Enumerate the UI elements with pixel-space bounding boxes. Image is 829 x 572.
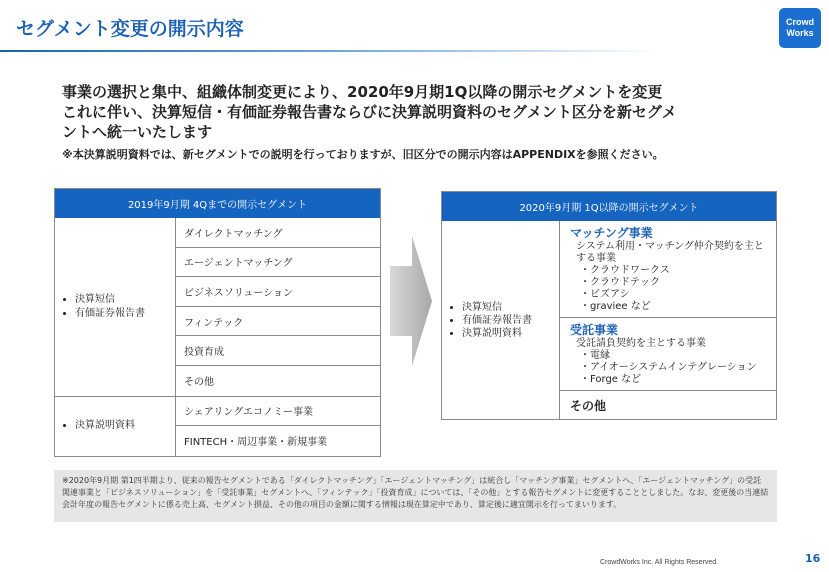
doc-item: • 決算短信: [75, 293, 145, 307]
lead-line-2: これに伴い、決算短信・有価証券報告書ならびに決算説明資料のセグメント区分を新セグメ: [62, 103, 677, 121]
new-segments: [560, 221, 776, 419]
doc-item: • 有価証券報告書: [75, 307, 145, 321]
new-segment-table: [441, 191, 777, 420]
title-underline: [0, 50, 660, 52]
list-item: ・クラウドテック: [580, 277, 660, 288]
list-item: ・クラウドワークス: [580, 265, 670, 276]
appendix-note: ※本決算説明資料では、新セグメントでの説明を行っておりますが、旧区分での開示内容はAPPENDIXを参照ください。: [62, 148, 664, 161]
segment-cell: エージェントマッチング: [176, 248, 380, 278]
outsourcing-segment: [560, 318, 776, 391]
doc-item: • 決算説明資料: [75, 419, 135, 433]
old-group-2-docs: [55, 397, 176, 456]
lead-line-1: 事業の選択と集中、組織体制変更により、2020年9月期1Q以降の開示セグメントを変更: [62, 83, 663, 101]
segment-cell: 投資育成: [176, 336, 380, 366]
segment-cell: ビジネスソリューション: [176, 277, 380, 307]
crowdworks-logo: [779, 8, 821, 48]
footnote-box: ※2020年9月期 第1四半期より、従来の報告セグメントである「ダイレクトマッチング」「エージェントマッチング」は統合し「マッチング事業」セグメントへ、「エージェントマッチング」の受託関連事業と「ビジネスソリューション」を「受託事業」セグメントへ、「フィンテック」「投資育成」については、「その他」とする報告セグメントに変更することとしました。なお、変更後の当連結会計年度の報告セグメントに係る売上高、セグメント損益、その他の項目の金額に関する情報は現在算定中であり、算定後に適宜開示を行ってまいります。: [54, 470, 777, 522]
logo-line-1: Crowd: [786, 17, 814, 27]
outsourcing-desc: 受託請負契約を主とする事業: [576, 338, 706, 349]
old-segment-table: [54, 188, 381, 457]
doc-item: • 決算短信: [462, 301, 532, 314]
list-item: ・graviee など: [580, 301, 651, 312]
new-docs-cell: [442, 221, 560, 419]
lead-text: [62, 82, 782, 142]
right-arrow-icon: [390, 236, 432, 366]
outsourcing-title: 受託事業: [570, 323, 619, 337]
matching-segment: [560, 221, 776, 318]
new-segment-header: 2020年9月期 1Q以降の開示セグメント: [442, 192, 776, 221]
matching-desc: システム利用・マッチング仲介契約を主とする事業: [576, 241, 764, 264]
list-item: ・アイオーシステムインテグレーション: [580, 362, 757, 373]
matching-title: マッチング事業: [570, 226, 653, 240]
old-group-2-segments: [176, 397, 380, 456]
doc-item: • 決算説明資料: [462, 327, 532, 340]
list-item: ・ビズアシ: [580, 289, 630, 300]
segment-cell: フィンテック: [176, 307, 380, 337]
old-group-1-docs: [55, 218, 176, 396]
old-group-2: [55, 397, 380, 456]
old-group-1-segments: [176, 218, 380, 396]
other-segment: その他: [570, 398, 607, 413]
copyright: CrowdWorks Inc. All Rights Reserved.: [600, 559, 719, 566]
list-item: ・電縁: [580, 350, 610, 361]
segment-cell: その他: [184, 377, 214, 389]
segment-cell: シェアリングエコノミー事業: [176, 397, 380, 427]
lead-line-3: ントへ統一いたします: [62, 123, 213, 141]
page-title: セグメント変更の開示内容: [16, 18, 244, 40]
doc-item: • 有価証券報告書: [462, 314, 532, 327]
segment-cell: ダイレクトマッチング: [176, 218, 380, 248]
old-segment-header: 2019年9月期 4Qまでの開示セグメント: [55, 189, 380, 218]
logo-line-2: Works: [786, 28, 814, 38]
segment-cell: FINTECH・周辺事業・新規事業: [184, 437, 328, 449]
old-group-1: [55, 218, 380, 397]
page-number: 16: [805, 552, 821, 565]
list-item: ・Forge など: [580, 374, 642, 385]
new-segment-body: [442, 221, 776, 419]
